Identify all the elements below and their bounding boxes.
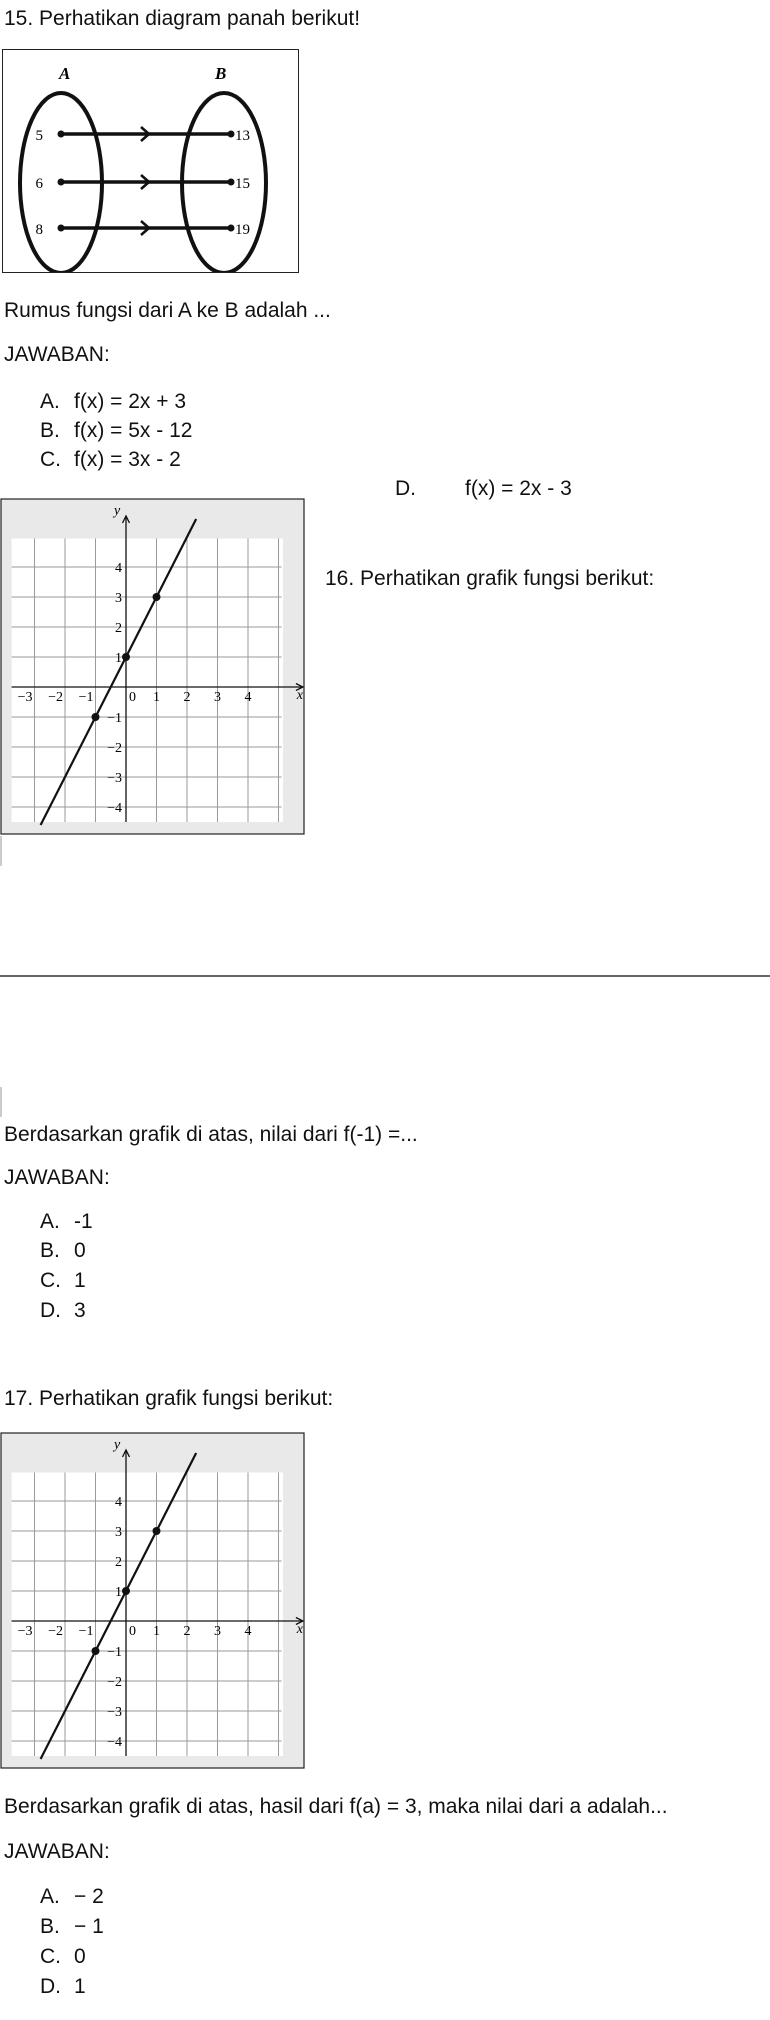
option-letter: D. bbox=[40, 1299, 61, 1322]
dot-b-2 bbox=[228, 179, 235, 186]
graph-area bbox=[12, 1473, 283, 1757]
option-text: 0 bbox=[74, 1945, 86, 1968]
option-letter: B. bbox=[40, 1915, 60, 1938]
dot-b-1 bbox=[228, 131, 235, 138]
x-tick-label: 4 bbox=[244, 690, 252, 705]
codomain-15: 15 bbox=[235, 176, 250, 192]
x-tick-label: −1 bbox=[78, 690, 94, 705]
y-tick-label: −3 bbox=[107, 1705, 122, 1720]
q16-option-c[interactable] bbox=[40, 1268, 86, 1294]
caret-line bbox=[0, 1087, 2, 1117]
y-axis-label: y bbox=[114, 503, 121, 519]
option-letter: C. bbox=[40, 1945, 61, 1968]
domain-6: 6 bbox=[35, 176, 43, 192]
x-tick-label: 3 bbox=[214, 690, 221, 705]
y-tick-label: 1 bbox=[115, 651, 122, 666]
x-tick-label: 1 bbox=[153, 690, 160, 705]
q17-option-a[interactable] bbox=[40, 1884, 104, 1910]
q16-question: Berdasarkan grafik di atas, nilai dari f(-1) =... bbox=[4, 1123, 418, 1146]
q16-title: 16. Perhatikan grafik fungsi berikut: bbox=[325, 567, 655, 590]
x-tick-label: −2 bbox=[48, 690, 63, 705]
arrow-diagram-svg bbox=[3, 50, 298, 272]
q15-title: 15. Perhatikan diagram panah berikut! bbox=[4, 7, 361, 30]
q17-option-d[interactable] bbox=[40, 1974, 86, 2000]
caret-line bbox=[0, 836, 2, 866]
graph-point bbox=[153, 1527, 161, 1535]
option-text: − 1 bbox=[74, 1915, 104, 1938]
q17-graph-svg bbox=[0, 1432, 305, 1769]
x-tick-label: 2 bbox=[183, 1624, 191, 1639]
graph-point bbox=[92, 1647, 100, 1655]
option-text: f(x) = 2x + 3 bbox=[74, 390, 187, 413]
dot-a-1 bbox=[58, 131, 65, 138]
option-text: f(x) = 2x - 3 bbox=[465, 477, 572, 500]
y-tick-label: 4 bbox=[115, 561, 122, 576]
option-text: f(x) = 3x - 2 bbox=[74, 448, 181, 471]
x-tick-label: −3 bbox=[17, 690, 33, 705]
option-text: 3 bbox=[74, 1299, 86, 1322]
y-tick-label: 2 bbox=[115, 621, 122, 636]
y-tick-label: 3 bbox=[115, 1525, 122, 1540]
q17-question: Berdasarkan grafik di atas, hasil dari f(a) = 3, maka nilai dari a adalah... bbox=[4, 1795, 668, 1818]
option-letter: B. bbox=[40, 419, 60, 442]
y-tick-label: 2 bbox=[115, 1555, 122, 1570]
q16-answer-label: JAWABAN: bbox=[4, 1166, 110, 1189]
domain-5: 5 bbox=[35, 128, 43, 144]
y-tick-label: −1 bbox=[107, 711, 122, 726]
x-tick-label: 0 bbox=[129, 690, 136, 705]
codomain-13: 13 bbox=[235, 128, 250, 144]
set-a-label: A bbox=[59, 64, 71, 83]
y-tick-label: −3 bbox=[107, 771, 122, 786]
option-text: -1 bbox=[74, 1210, 93, 1233]
option-letter: A. bbox=[40, 1885, 60, 1908]
x-tick-label: 1 bbox=[153, 1624, 160, 1639]
q15-option-b[interactable] bbox=[40, 418, 192, 444]
q16-graph-svg bbox=[0, 498, 305, 835]
set-b-label: B bbox=[215, 64, 227, 83]
arrow-diagram bbox=[2, 49, 299, 273]
x-tick-label: 0 bbox=[129, 1624, 136, 1639]
dot-a-2 bbox=[58, 179, 65, 186]
graph-point bbox=[92, 713, 100, 721]
y-tick-label: 1 bbox=[115, 1585, 122, 1600]
option-letter: D. bbox=[395, 477, 416, 500]
x-tick-label: −2 bbox=[48, 1624, 63, 1639]
q16-option-a[interactable] bbox=[40, 1209, 93, 1235]
y-tick-label: −1 bbox=[107, 1645, 122, 1660]
q16-graph bbox=[0, 498, 305, 835]
dot-b-3 bbox=[228, 225, 235, 232]
option-text: 1 bbox=[74, 1269, 86, 1292]
x-tick-label: −3 bbox=[17, 1624, 33, 1639]
y-tick-label: −2 bbox=[107, 1675, 122, 1690]
domain-8: 8 bbox=[35, 222, 43, 238]
q17-option-c[interactable] bbox=[40, 1944, 86, 1970]
y-tick-label: −2 bbox=[107, 741, 122, 756]
y-tick-label: −4 bbox=[107, 1735, 122, 1750]
option-text: − 2 bbox=[74, 1885, 104, 1908]
graph-point bbox=[122, 653, 130, 661]
graph-area bbox=[12, 539, 283, 823]
option-letter: D. bbox=[40, 1975, 61, 1998]
y-axis-label: y bbox=[114, 1437, 121, 1453]
graph-point bbox=[122, 1587, 130, 1595]
option-letter: A. bbox=[40, 1210, 60, 1233]
x-axis-label: x bbox=[296, 688, 304, 703]
x-tick-label: 4 bbox=[244, 1624, 252, 1639]
option-text: f(x) = 5x - 12 bbox=[74, 419, 193, 442]
option-letter: C. bbox=[40, 448, 61, 471]
q15-answer-label: JAWABAN: bbox=[4, 343, 110, 366]
x-axis-label: x bbox=[296, 1622, 304, 1637]
option-letter: C. bbox=[40, 1269, 61, 1292]
q17-answer-label: JAWABAN: bbox=[4, 1840, 110, 1863]
q17-title: 17. Perhatikan grafik fungsi berikut: bbox=[4, 1387, 334, 1410]
q17-option-b[interactable] bbox=[40, 1914, 104, 1940]
x-tick-label: 3 bbox=[214, 1624, 221, 1639]
option-text: 1 bbox=[74, 1975, 86, 1998]
y-tick-label: −4 bbox=[107, 801, 122, 816]
q17-graph bbox=[0, 1432, 305, 1769]
codomain-19: 19 bbox=[235, 222, 250, 238]
divider bbox=[0, 975, 770, 977]
q15-question: Rumus fungsi dari A ke B adalah ... bbox=[4, 299, 331, 322]
option-letter: B. bbox=[40, 1239, 60, 1262]
option-letter: A. bbox=[40, 390, 60, 413]
dot-a-3 bbox=[58, 225, 65, 232]
x-tick-label: 2 bbox=[183, 690, 191, 705]
graph-point bbox=[153, 593, 161, 601]
q15-option-a[interactable] bbox=[40, 389, 186, 415]
q16-option-b[interactable] bbox=[40, 1238, 86, 1264]
y-tick-label: 4 bbox=[115, 1495, 122, 1510]
y-tick-label: 3 bbox=[115, 591, 122, 606]
x-tick-label: −1 bbox=[78, 1624, 94, 1639]
option-text: 0 bbox=[74, 1239, 86, 1262]
q16-option-d[interactable] bbox=[40, 1298, 86, 1324]
q15-option-d[interactable] bbox=[395, 476, 572, 502]
q15-option-c[interactable] bbox=[40, 447, 181, 473]
